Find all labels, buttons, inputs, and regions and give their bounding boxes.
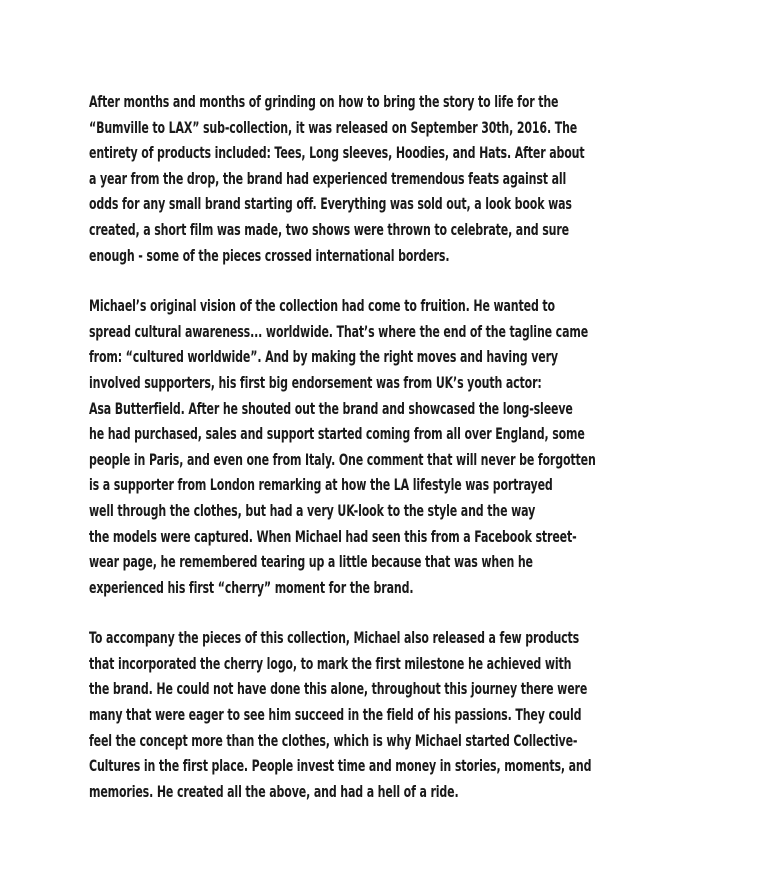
text-line: people in Paris, and even one from Italy. One comment that will never be forgotten <box>89 449 596 469</box>
text-line: Michael’s original vision of the collection had come to fruition. He wanted to <box>89 296 555 316</box>
text-line: experienced his first “cherry” moment for the brand. <box>89 577 414 597</box>
text-line: the brand. He could not have done this alone, throughout this journey there were <box>89 679 588 699</box>
document-body <box>89 89 689 829</box>
text-line: feel the concept more than the clothes, which is why Michael started Collective- <box>89 730 578 750</box>
text-line: he had purchased, sales and support started coming from all over England, some <box>89 424 585 444</box>
text-line: spread cultural awareness... worldwide. That’s where the end of the tagline came <box>89 321 589 341</box>
text-line: To accompany the pieces of this collection, Michael also released a few products <box>89 628 580 648</box>
paragraph-2 <box>89 293 689 600</box>
text-line: “Bumville to LAX” sub-collection, it was released on September 30th, 2016. The <box>89 117 578 137</box>
text-line: involved supporters, his first big endorsement was from UK’s youth actor: <box>89 372 542 392</box>
text-line: Asa Butterfield. After he shouted out the brand and showcased the long-sleeve <box>89 398 573 418</box>
text-line: a year from the drop, the brand had experienced tremendous feats against all <box>89 168 567 188</box>
text-line: memories. He created all the above, and had a hell of a ride. <box>89 781 459 801</box>
paragraph-1 <box>89 89 689 268</box>
text-line: enough - some of the pieces crossed international borders. <box>89 245 450 265</box>
text-line: wear page, he remembered tearing up a little because that was when he <box>89 552 533 572</box>
text-line: many that were eager to see him succeed in the field of his passions. They could <box>89 705 582 725</box>
text-line: odds for any small brand starting off. Everything was sold out, a look book was <box>89 194 572 214</box>
text-line: Cultures in the first place. People invest time and money in stories, moments, and <box>89 756 592 776</box>
text-line: well through the clothes, but had a very UK-look to the style and the way <box>89 500 536 520</box>
text-line: that incorporated the cherry logo, to mark the first milestone he achieved with <box>89 653 572 673</box>
paragraph-3 <box>89 625 689 804</box>
text-line: entirety of products included: Tees, Long sleeves, Hoodies, and Hats. After about <box>89 143 585 163</box>
text-line: is a supporter from London remarking at how the LA lifestyle was portrayed <box>89 475 553 495</box>
text-line: created, a short film was made, two shows were thrown to celebrate, and sure <box>89 219 569 239</box>
text-line: from: “cultured worldwide”. And by making the right moves and having very <box>89 347 558 367</box>
text-line: the models were captured. When Michael had seen this from a Facebook street- <box>89 526 577 546</box>
text-line: After months and months of grinding on how to bring the story to life for the <box>89 92 559 111</box>
